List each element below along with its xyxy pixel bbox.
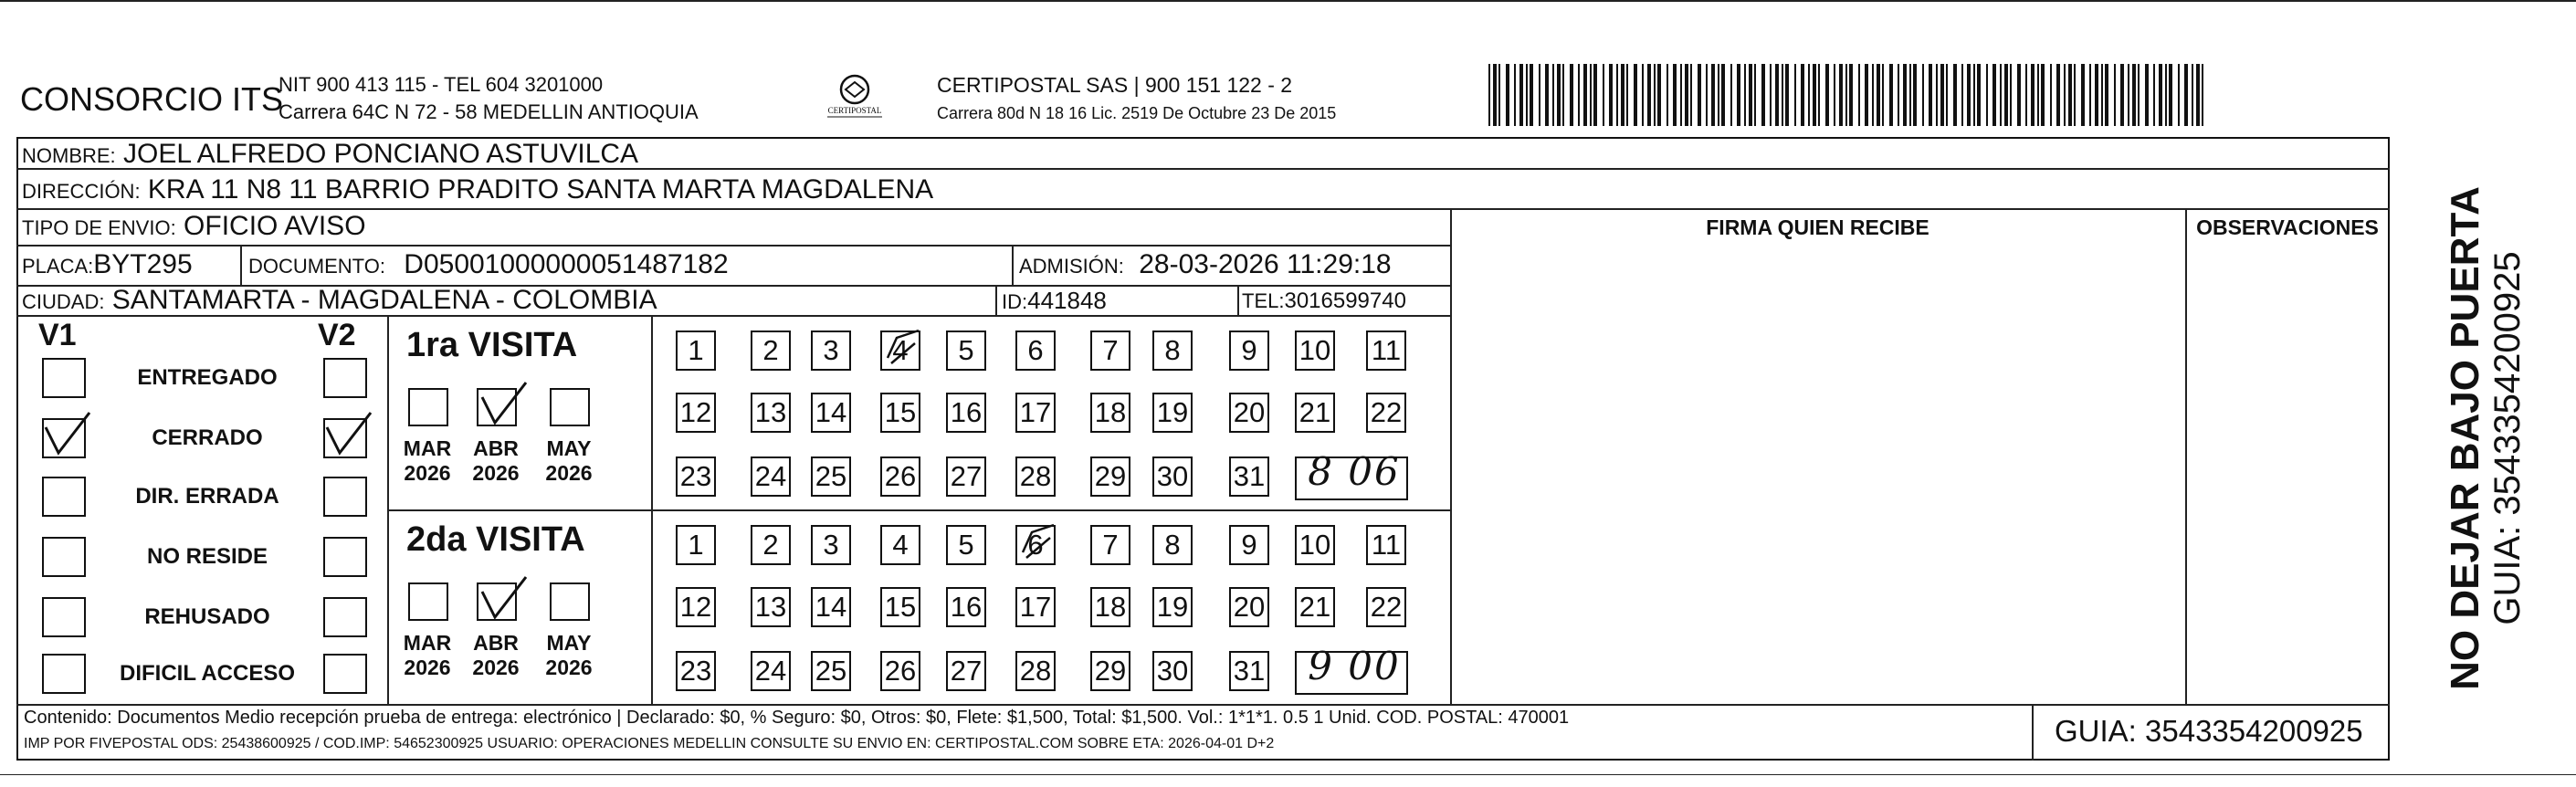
day-box[interactable]: 19 — [1152, 393, 1193, 433]
tipo-row — [22, 211, 366, 242]
admision-value: 28-03-2026 11:29:18 — [1139, 249, 1392, 279]
barcode-bar — [2132, 64, 2136, 126]
barcode-bar — [1609, 64, 1613, 126]
tipo-label: TIPO DE ENVIO: — [22, 216, 176, 239]
barcode-bar — [1498, 64, 1500, 126]
day-box[interactable]: 5 — [946, 331, 986, 371]
month-name: MAR — [403, 631, 452, 655]
day-box[interactable]: 11 — [1366, 331, 1406, 371]
vrule-obs — [2185, 208, 2187, 704]
day-box[interactable]: 2 — [751, 525, 791, 565]
day-box[interactable]: 6 — [1015, 525, 1056, 565]
day-box[interactable]: 31 — [1229, 456, 1269, 497]
side-text — [2444, 186, 2528, 690]
barcode-bar — [1698, 64, 1701, 126]
company-address: Carrera 64C N 72 - 58 MEDELLIN ANTIOQUIA — [279, 100, 699, 123]
barcode-bar — [1530, 64, 1533, 126]
day-box[interactable]: 26 — [880, 651, 920, 691]
month-label — [464, 436, 528, 486]
day-box[interactable]: 19 — [1152, 587, 1193, 627]
barcode-bar — [2010, 64, 2012, 126]
admision-label: ADMISIÓN: — [1019, 255, 1124, 278]
day-box[interactable]: 27 — [946, 456, 986, 497]
vrule-days — [651, 315, 653, 704]
barcode-bar — [1621, 64, 1624, 126]
barcode-bar — [1590, 64, 1592, 126]
barcode-bar — [1667, 64, 1668, 126]
tel-row — [1242, 289, 1406, 314]
barcode-bar — [1977, 64, 1981, 126]
barcode-bar — [1865, 64, 1868, 126]
month-year: 2026 — [545, 461, 593, 485]
observaciones-header: OBSERVACIONES — [2196, 215, 2379, 239]
barcode-bar — [1898, 64, 1899, 126]
barcode-bar — [1583, 64, 1587, 126]
firma-header: FIRMA QUIEN RECIBE — [1706, 215, 1929, 239]
barcode-bar — [1839, 64, 1843, 126]
visit-title: 2da VISITA — [406, 520, 585, 559]
day-box[interactable]: 18 — [1090, 587, 1130, 627]
month-year: 2026 — [404, 461, 451, 485]
barcode-bar — [2169, 64, 2172, 126]
id-value: 441848 — [1027, 287, 1107, 314]
barcode-bar — [1770, 64, 1772, 126]
v1-label: V1 — [38, 318, 77, 352]
tipo-value: OFICIO AVISO — [184, 211, 366, 241]
barcode-bar — [1680, 64, 1682, 126]
day-box[interactable]: 2 — [751, 331, 791, 371]
barcode-bar — [2159, 64, 2162, 126]
barcode-bar — [1562, 64, 1564, 126]
barcode-bar — [1657, 64, 1661, 126]
month-label — [537, 436, 601, 486]
barcode-bar — [2145, 64, 2149, 126]
barcode-bar — [2031, 64, 2035, 126]
barcode-bar — [2138, 64, 2140, 126]
month-label — [395, 631, 459, 680]
status-label: DIFICIL ACCESO — [119, 661, 295, 686]
id-label: ID: — [1002, 290, 1028, 313]
barcode-bar — [1718, 64, 1719, 126]
barcode-bar — [1953, 64, 1957, 126]
month-name: MAY — [546, 631, 592, 655]
rule-3 — [16, 245, 1450, 247]
day-box[interactable]: 21 — [1295, 587, 1335, 627]
barcode-bar — [1761, 64, 1765, 126]
vrule-placa — [240, 245, 242, 285]
barcode-bar — [1690, 64, 1692, 126]
day-box[interactable]: 1 — [676, 331, 716, 371]
check-mark — [321, 407, 376, 462]
barcode-bar — [1813, 64, 1816, 126]
day-box[interactable]: 20 — [1229, 393, 1269, 433]
v1-checkbox[interactable] — [42, 358, 86, 398]
status-label: NO RESIDE — [146, 544, 268, 569]
day-box[interactable]: 21 — [1295, 393, 1335, 433]
barcode-bar — [1647, 64, 1651, 126]
day-box[interactable]: 30 — [1152, 651, 1193, 691]
day-box[interactable]: 12 — [676, 393, 716, 433]
barcode-bar — [1775, 64, 1779, 126]
barcode-bar — [1488, 64, 1490, 126]
placa-label: PLACA: — [22, 255, 94, 278]
day-box[interactable]: 6 — [1015, 331, 1056, 371]
vrule-firma — [1450, 208, 1452, 704]
documento-row — [248, 249, 729, 280]
barcode-bar — [1526, 64, 1528, 126]
time-handwritten: 9 00 — [1308, 644, 1401, 688]
month-checkbox[interactable] — [550, 582, 590, 621]
barcode-bar — [1744, 64, 1746, 126]
day-box[interactable]: 14 — [811, 587, 851, 627]
rule-2 — [16, 208, 2390, 210]
barcode-bar — [1493, 64, 1497, 126]
barcode-bar — [1570, 64, 1573, 126]
barcode-bar — [1626, 64, 1628, 126]
barcode-bar — [1634, 64, 1637, 126]
barcode-bar — [1961, 64, 1963, 126]
day-box[interactable]: 29 — [1090, 651, 1130, 691]
day-box[interactable]: 8 — [1152, 331, 1193, 371]
barcode-bar — [2000, 64, 2002, 126]
v2-checkbox[interactable] — [323, 358, 367, 398]
month-year: 2026 — [472, 656, 520, 679]
barcode-bar — [2114, 64, 2116, 126]
barcode-bar — [1749, 64, 1752, 126]
day-box[interactable]: 13 — [751, 393, 791, 433]
id-row — [1002, 287, 1107, 315]
v1-checkbox[interactable] — [42, 654, 86, 694]
nombre-row — [22, 139, 638, 170]
barcode-bar — [1706, 64, 1708, 126]
direccion-row — [22, 174, 933, 205]
footer-imp: IMP POR FIVEPOSTAL ODS: 25438600925 / COD.IMP: 54652300925 USUARIO: OPERACIONES MEDELLIN CONSULTE SU ENVIO EN: CERTIPOSTAL.COM SOBRE ETA: 2026-04-01 D+2 — [24, 736, 1275, 751]
day-box[interactable]: 5 — [946, 525, 986, 565]
barcode-bar — [2025, 64, 2027, 126]
barcode-bar — [1552, 64, 1554, 126]
ciudad-label: CIUDAD: — [22, 290, 105, 313]
barcode-bar — [1616, 64, 1618, 126]
day-box[interactable]: 26 — [880, 456, 920, 497]
barcode-bar — [2068, 64, 2072, 126]
day-box[interactable]: 23 — [676, 651, 716, 691]
barcode — [1487, 64, 2213, 128]
tel-label: TEL: — [1242, 289, 1285, 312]
month-year: 2026 — [472, 461, 520, 485]
day-box[interactable]: 24 — [751, 456, 791, 497]
barcode-bar — [2041, 64, 2045, 126]
day-box[interactable]: 4 — [880, 331, 920, 371]
v2-label: V2 — [318, 318, 356, 352]
day-box[interactable]: 9 — [1229, 525, 1269, 565]
visit-title: 1ra VISITA — [406, 326, 578, 364]
documento-label: DOCUMENTO: — [248, 255, 385, 278]
day-box[interactable]: 27 — [946, 651, 986, 691]
barcode-bar — [2064, 64, 2066, 126]
month-year: 2026 — [545, 656, 593, 679]
month-checkbox[interactable] — [408, 582, 448, 621]
barcode-bar — [2037, 64, 2039, 126]
footer-contenido: Contenido: Documentos Medio recepción prueba de entrega: electrónico | Declarado: $0, % Seguro: $0, Otros: $0, Flete: $1,500, Total: $1,500. Vol.: 1*1*1. 0.5 1 Unid. COD. POSTAL: 470001 — [24, 708, 1570, 728]
day-box[interactable]: 3 — [811, 331, 851, 371]
direccion-label: DIRECCIÓN: — [22, 180, 141, 203]
day-box[interactable]: 15 — [880, 587, 920, 627]
day-box[interactable]: 15 — [880, 393, 920, 433]
barcode-bar — [2192, 64, 2193, 126]
certipostal-address: Carrera 80d N 18 16 Lic. 2519 De Octubre 23 De 2015 — [937, 104, 1337, 122]
month-mark — [477, 377, 531, 432]
day-box[interactable]: 13 — [751, 587, 791, 627]
barcode-bar — [2101, 64, 2103, 126]
month-name: ABR — [473, 436, 519, 460]
barcode-bar — [1877, 64, 1880, 126]
day-box[interactable]: 30 — [1152, 456, 1193, 497]
barcode-bar — [1909, 64, 1911, 126]
barcode-bar — [1673, 64, 1677, 126]
barcode-bar — [1936, 64, 1938, 126]
day-box[interactable]: 7 — [1090, 331, 1130, 371]
logo-text: CERTIPOSTAL — [827, 106, 882, 115]
vrule-admision — [1012, 245, 1014, 285]
barcode-bar — [1578, 64, 1580, 126]
day-box[interactable]: 22 — [1366, 393, 1406, 433]
tel-value: 3016599740 — [1284, 289, 1406, 313]
barcode-bar — [1642, 64, 1644, 126]
barcode-bar — [1825, 64, 1829, 126]
barcode-bar — [2120, 64, 2124, 126]
day-box[interactable]: 23 — [676, 456, 716, 497]
day-box[interactable]: 18 — [1090, 393, 1130, 433]
barcode-bar — [1849, 64, 1853, 126]
barcode-bar — [1845, 64, 1847, 126]
barcode-bar — [1711, 64, 1715, 126]
day-box[interactable]: 1 — [676, 525, 716, 565]
day-box[interactable]: 3 — [811, 525, 851, 565]
direccion-value: KRA 11 N8 11 BARRIO PRADITO SANTA MARTA MAGDALENA — [147, 174, 934, 205]
v1-checkbox[interactable] — [42, 537, 86, 577]
barcode-bar — [1967, 64, 1971, 126]
day-box[interactable]: 17 — [1015, 587, 1056, 627]
certipostal-name: CERTIPOSTAL SAS | 900 151 122 - 2 — [937, 73, 1293, 97]
ciudad-row — [22, 285, 657, 316]
day-box[interactable]: 28 — [1015, 651, 1056, 691]
barcode-bar — [2128, 64, 2129, 126]
status-label: ENTREGADO — [137, 365, 278, 390]
documento-value: D05001000000051487182 — [404, 249, 729, 279]
barcode-bar — [2074, 64, 2076, 126]
barcode-bar — [1922, 64, 1924, 126]
barcode-bar — [1889, 64, 1893, 126]
barcode-bar — [2184, 64, 2188, 126]
vrule-tel — [1237, 285, 1239, 315]
barcode-bar — [1801, 64, 1804, 126]
day-box[interactable]: 25 — [811, 651, 851, 691]
day-box[interactable]: 25 — [811, 456, 851, 497]
barcode-bar — [1808, 64, 1810, 126]
barcode-bar — [2089, 64, 2091, 126]
barcode-bar — [2196, 64, 2200, 126]
day-box[interactable]: 16 — [946, 393, 986, 433]
day-box[interactable]: 29 — [1090, 456, 1130, 497]
day-box[interactable]: 10 — [1295, 525, 1335, 565]
barcode-bar — [1754, 64, 1756, 126]
barcode-bar — [1834, 64, 1835, 126]
barcode-bar — [1506, 64, 1509, 126]
barcode-bar — [1973, 64, 1975, 126]
barcode-bar — [2081, 64, 2085, 126]
barcode-bar — [1737, 64, 1740, 126]
barcode-bar — [1882, 64, 1884, 126]
barcode-bar — [1818, 64, 1820, 126]
barcode-bar — [1782, 64, 1783, 126]
barcode-bar — [1593, 64, 1597, 126]
check-mark — [40, 407, 95, 462]
day-box[interactable]: 8 — [1152, 525, 1193, 565]
barcode-bar — [1992, 64, 1996, 126]
time-handwritten: 8 06 — [1308, 449, 1401, 494]
ciudad-value: SANTAMARTA - MAGDALENA - COLOMBIA — [111, 285, 657, 315]
barcode-bar — [2056, 64, 2060, 126]
month-label — [464, 631, 528, 680]
day-box[interactable]: 11 — [1366, 525, 1406, 565]
side-guia: GUIA: 3543354200925 — [2487, 251, 2528, 625]
barcode-bar — [1794, 64, 1796, 126]
barcode-bar — [1785, 64, 1789, 126]
barcode-bar — [1603, 64, 1604, 126]
footer-guia: GUIA: 3543354200925 — [2055, 714, 2363, 748]
day-box[interactable]: 16 — [946, 587, 986, 627]
barcode-bar — [1929, 64, 1932, 126]
v2-checkbox[interactable] — [323, 597, 367, 637]
nombre-label: NOMBRE: — [22, 144, 116, 167]
v1-checkbox[interactable] — [42, 477, 86, 517]
barcode-bar — [1946, 64, 1948, 126]
v2-checkbox[interactable] — [323, 654, 367, 694]
barcode-bar — [2017, 64, 2021, 126]
day-box[interactable]: 7 — [1090, 525, 1130, 565]
barcode-bar — [2105, 64, 2108, 126]
company-name: CONSORCIO ITS — [20, 80, 284, 118]
certipostal-logo — [818, 73, 891, 123]
barcode-bar — [1986, 64, 1988, 126]
barcode-bar — [2153, 64, 2155, 126]
vrule-id — [995, 285, 997, 315]
day-box[interactable]: 4 — [880, 525, 920, 565]
barcode-bar — [1557, 64, 1561, 126]
rule-6 — [387, 509, 1450, 511]
day-box[interactable]: 24 — [751, 651, 791, 691]
company-nit: NIT 900 413 115 - TEL 604 3201000 — [279, 73, 604, 96]
barcode-bar — [2202, 64, 2203, 126]
status-label: CERRADO — [152, 425, 263, 450]
barcode-bar — [1913, 64, 1917, 126]
barcode-bar — [1872, 64, 1874, 126]
day-box[interactable]: 12 — [676, 587, 716, 627]
vrule-status — [387, 315, 389, 704]
barcode-bar — [1545, 64, 1549, 126]
day-box[interactable]: 20 — [1229, 587, 1269, 627]
barcode-bar — [2004, 64, 2008, 126]
month-name: MAR — [403, 436, 452, 460]
barcode-bar — [2165, 64, 2167, 126]
barcode-bar — [1514, 64, 1516, 126]
status-label: DIR. ERRADA — [135, 484, 279, 509]
barcode-bar — [1858, 64, 1860, 126]
bottom-rule — [0, 774, 2576, 775]
barcode-bar — [2050, 64, 2052, 126]
side-warning: NO DEJAR BAJO PUERTA — [2443, 186, 2487, 690]
month-label — [395, 436, 459, 486]
rule-7 — [16, 704, 2390, 706]
barcode-bar — [1940, 64, 1944, 126]
day-box[interactable]: 10 — [1295, 331, 1335, 371]
month-year: 2026 — [404, 656, 451, 679]
vrule-guia — [2032, 704, 2034, 761]
nombre-value: JOEL ALFREDO PONCIANO ASTUVILCA — [123, 139, 639, 169]
barcode-bar — [1519, 64, 1523, 126]
v2-checkbox[interactable] — [323, 537, 367, 577]
top-border — [0, 0, 2576, 2]
month-mark — [477, 572, 531, 626]
day-mark — [878, 327, 924, 373]
placa-row — [22, 249, 193, 280]
day-box[interactable]: 28 — [1015, 456, 1056, 497]
barcode-bar — [2095, 64, 2098, 126]
v1-checkbox[interactable] — [42, 597, 86, 637]
barcode-bar — [2178, 64, 2180, 126]
admision-row — [1019, 249, 1392, 280]
day-mark — [1014, 521, 1059, 567]
month-name: ABR — [473, 631, 519, 655]
v2-checkbox[interactable] — [323, 477, 367, 517]
day-box[interactable]: 9 — [1229, 331, 1269, 371]
status-label: REHUSADO — [144, 604, 270, 629]
day-box[interactable]: 31 — [1229, 651, 1269, 691]
barcode-bar — [1721, 64, 1725, 126]
month-label — [537, 631, 601, 680]
barcode-bar — [1654, 64, 1656, 126]
month-name: MAY — [546, 436, 592, 460]
barcode-bar — [1685, 64, 1688, 126]
month-checkbox[interactable] — [408, 388, 448, 426]
barcode-bar — [1730, 64, 1732, 126]
barcode-bar — [1539, 64, 1540, 126]
day-box[interactable]: 17 — [1015, 393, 1056, 433]
month-checkbox[interactable] — [550, 388, 590, 426]
placa-value: BYT295 — [93, 249, 193, 279]
day-box[interactable]: 22 — [1366, 587, 1406, 627]
barcode-bar — [1903, 64, 1907, 126]
day-box[interactable]: 14 — [811, 393, 851, 433]
